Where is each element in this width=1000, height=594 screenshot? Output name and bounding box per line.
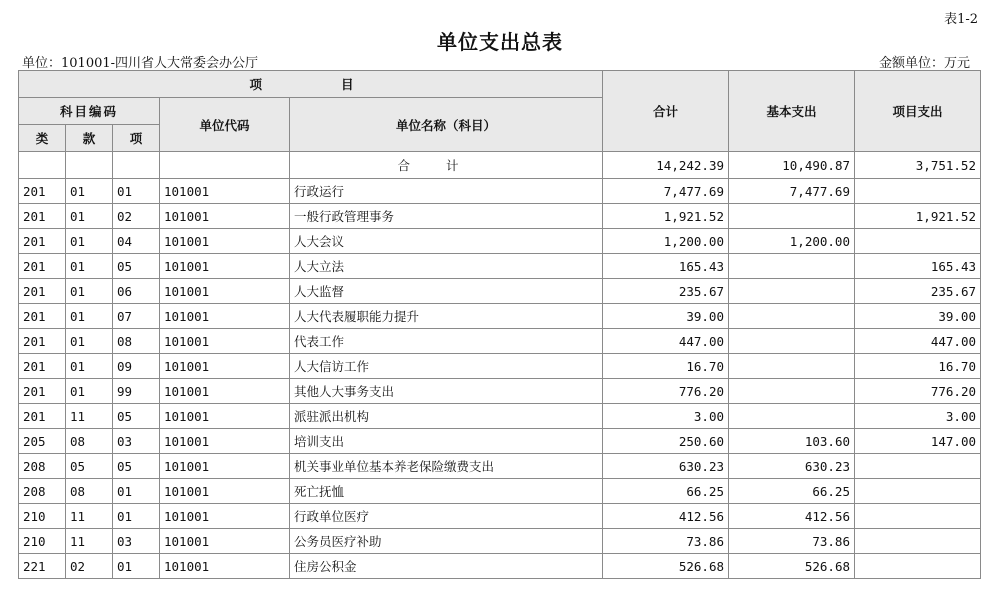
cell-kuan: 08: [66, 479, 113, 504]
table-number: 表1-2: [944, 12, 978, 27]
cell-lei: 201: [19, 379, 66, 404]
cell-project: 39.00: [855, 304, 981, 329]
basic-expenditure-column-header: 基本支出: [729, 71, 855, 152]
cell-basic: [729, 279, 855, 304]
cell-project: 1,921.52: [855, 204, 981, 229]
cell-project: [855, 179, 981, 204]
cell-lei: 201: [19, 204, 66, 229]
cell-kuan: 01: [66, 329, 113, 354]
cell-total: 16.70: [603, 354, 729, 379]
cell-unit-name: 代表工作: [290, 329, 603, 354]
cell-kuan: 11: [66, 404, 113, 429]
cell-lei: 210: [19, 504, 66, 529]
cell-lei: 208: [19, 454, 66, 479]
cell-total: 447.00: [603, 329, 729, 354]
cell-project: 447.00: [855, 329, 981, 354]
unit-label: 单位：101001-四川省人大常委会办公厅: [22, 56, 259, 71]
table-row: [19, 229, 981, 254]
cell-project: 776.20: [855, 379, 981, 404]
cell-total: 39.00: [603, 304, 729, 329]
cell-kuan: 05: [66, 454, 113, 479]
cell-basic: [729, 354, 855, 379]
cell-xiang: 08: [113, 329, 160, 354]
cell-unit-name: 住房公积金: [290, 554, 603, 579]
cell-xiang: 03: [113, 429, 160, 454]
xiang-header: 项: [113, 125, 160, 152]
cell-total: 1,200.00: [603, 229, 729, 254]
table-row: [19, 304, 981, 329]
cell-xiang: 01: [113, 554, 160, 579]
cell-lei: 201: [19, 354, 66, 379]
cell-total: 7,477.69: [603, 179, 729, 204]
cell-unit-name: 其他人大事务支出: [290, 379, 603, 404]
grand-total-basic: 10,490.87: [729, 152, 855, 179]
table-row: [19, 529, 981, 554]
cell-unit-name: 人大代表履职能力提升: [290, 304, 603, 329]
cell-total: 1,921.52: [603, 204, 729, 229]
cell-unit-code: 101001: [160, 254, 290, 279]
cell-unit-code: 101001: [160, 504, 290, 529]
cell-xiang: 07: [113, 304, 160, 329]
cell-xiang: 01: [113, 179, 160, 204]
cell-project: [855, 529, 981, 554]
table-row: [19, 204, 981, 229]
cell-project: 147.00: [855, 429, 981, 454]
table-row: [19, 454, 981, 479]
unit-name-header: 单位名称（科目）: [290, 98, 603, 152]
cell-unit-name: 人大会议: [290, 229, 603, 254]
cell-unit-code: 101001: [160, 429, 290, 454]
cell-project: [855, 504, 981, 529]
table-row: [19, 429, 981, 454]
cell-lei: 201: [19, 254, 66, 279]
cell-basic: [729, 404, 855, 429]
cell-unit-name: 机关事业单位基本养老保险缴费支出: [290, 454, 603, 479]
cell-xiang: 05: [113, 404, 160, 429]
cell-total: 412.56: [603, 504, 729, 529]
cell-kuan: 01: [66, 254, 113, 279]
cell-basic: 1,200.00: [729, 229, 855, 254]
table-row: [19, 354, 981, 379]
table-body: [19, 179, 981, 579]
cell-project: 3.00: [855, 404, 981, 429]
cell-unit-code: 101001: [160, 204, 290, 229]
cell-kuan: 01: [66, 179, 113, 204]
cell-basic: [729, 379, 855, 404]
cell-unit-name: 培训支出: [290, 429, 603, 454]
cell-unit-code: 101001: [160, 279, 290, 304]
cell-basic: [729, 254, 855, 279]
total-column-header: 合计: [603, 71, 729, 152]
cell-unit-code: 101001: [160, 454, 290, 479]
cell-project: 165.43: [855, 254, 981, 279]
cell-basic: [729, 204, 855, 229]
lei-header: 类: [19, 125, 66, 152]
cell-lei: 201: [19, 329, 66, 354]
project-header: 项 目: [19, 71, 603, 98]
cell-lei: 221: [19, 554, 66, 579]
cell-total: 73.86: [603, 529, 729, 554]
cell-xiang: 09: [113, 354, 160, 379]
cell-kuan: 01: [66, 304, 113, 329]
cell-unit-code: 101001: [160, 404, 290, 429]
cell-project: [855, 554, 981, 579]
project-expenditure-column-header: 项目支出: [855, 71, 981, 152]
cell-basic: 73.86: [729, 529, 855, 554]
cell-basic: 103.60: [729, 429, 855, 454]
cell-xiang: 01: [113, 479, 160, 504]
unit-code-header: 单位代码: [160, 98, 290, 152]
cell-kuan: 01: [66, 229, 113, 254]
cell-lei: 201: [19, 229, 66, 254]
table-row: [19, 379, 981, 404]
grand-total-project: 3,751.52: [855, 152, 981, 179]
cell-xiang: 01: [113, 504, 160, 529]
cell-project: 16.70: [855, 354, 981, 379]
cell-basic: 412.56: [729, 504, 855, 529]
cell-kuan: 11: [66, 529, 113, 554]
page-title: 单位支出总表: [437, 30, 563, 54]
cell-unit-code: 101001: [160, 179, 290, 204]
cell-unit-name: 人大监督: [290, 279, 603, 304]
cell-unit-name: 人大立法: [290, 254, 603, 279]
cell-unit-name: 公务员医疗补助: [290, 529, 603, 554]
cell-project: [855, 479, 981, 504]
cell-unit-code: 101001: [160, 354, 290, 379]
cell-kuan: 01: [66, 379, 113, 404]
cell-total: 250.60: [603, 429, 729, 454]
total-row: [19, 152, 981, 179]
cell-xiang: 06: [113, 279, 160, 304]
cell-project: [855, 229, 981, 254]
table-row: [19, 279, 981, 304]
cell-xiang: 05: [113, 454, 160, 479]
cell-unit-code: 101001: [160, 479, 290, 504]
cell-lei: 201: [19, 179, 66, 204]
subject-code-header: 科目编码: [19, 98, 160, 125]
table-row: [19, 479, 981, 504]
cell-project: 235.67: [855, 279, 981, 304]
cell-kuan: 01: [66, 204, 113, 229]
cell-lei: 205: [19, 429, 66, 454]
cell-unit-name: 行政运行: [290, 179, 603, 204]
cell-unit-name: 行政单位医疗: [290, 504, 603, 529]
cell-basic: 526.68: [729, 554, 855, 579]
cell-unit-name: 死亡抚恤: [290, 479, 603, 504]
table-row: [19, 404, 981, 429]
cell-kuan: 11: [66, 504, 113, 529]
cell-total: 66.25: [603, 479, 729, 504]
cell-lei: 201: [19, 404, 66, 429]
table-row: [19, 254, 981, 279]
cell-xiang: 03: [113, 529, 160, 554]
cell-xiang: 99: [113, 379, 160, 404]
table-row: [19, 554, 981, 579]
table-row: [19, 329, 981, 354]
cell-total: 165.43: [603, 254, 729, 279]
expenditure-table: [18, 70, 981, 579]
cell-kuan: 08: [66, 429, 113, 454]
cell-unit-code: 101001: [160, 329, 290, 354]
cell-total: 630.23: [603, 454, 729, 479]
cell-unit-name: 派驻派出机构: [290, 404, 603, 429]
cell-total: 235.67: [603, 279, 729, 304]
grand-total: 14,242.39: [603, 152, 729, 179]
cell-xiang: 04: [113, 229, 160, 254]
cell-basic: [729, 304, 855, 329]
cell-total: 776.20: [603, 379, 729, 404]
cell-xiang: 05: [113, 254, 160, 279]
cell-kuan: 01: [66, 279, 113, 304]
cell-kuan: 01: [66, 354, 113, 379]
cell-lei: 201: [19, 304, 66, 329]
cell-lei: 210: [19, 529, 66, 554]
kuan-header: 款: [66, 125, 113, 152]
cell-basic: [729, 329, 855, 354]
cell-unit-code: 101001: [160, 529, 290, 554]
cell-basic: 7,477.69: [729, 179, 855, 204]
cell-project: [855, 454, 981, 479]
cell-total: 526.68: [603, 554, 729, 579]
cell-lei: 208: [19, 479, 66, 504]
table-row: [19, 504, 981, 529]
total-label: 合计: [290, 152, 603, 179]
cell-unit-code: 101001: [160, 304, 290, 329]
cell-xiang: 02: [113, 204, 160, 229]
cell-basic: 630.23: [729, 454, 855, 479]
cell-basic: 66.25: [729, 479, 855, 504]
cell-lei: 201: [19, 279, 66, 304]
amount-unit-label: 金额单位：万元: [878, 56, 970, 71]
cell-total: 3.00: [603, 404, 729, 429]
cell-unit-code: 101001: [160, 229, 290, 254]
table-row: [19, 179, 981, 204]
cell-unit-name: 一般行政管理事务: [290, 204, 603, 229]
cell-unit-code: 101001: [160, 379, 290, 404]
cell-unit-code: 101001: [160, 554, 290, 579]
cell-kuan: 02: [66, 554, 113, 579]
cell-unit-name: 人大信访工作: [290, 354, 603, 379]
